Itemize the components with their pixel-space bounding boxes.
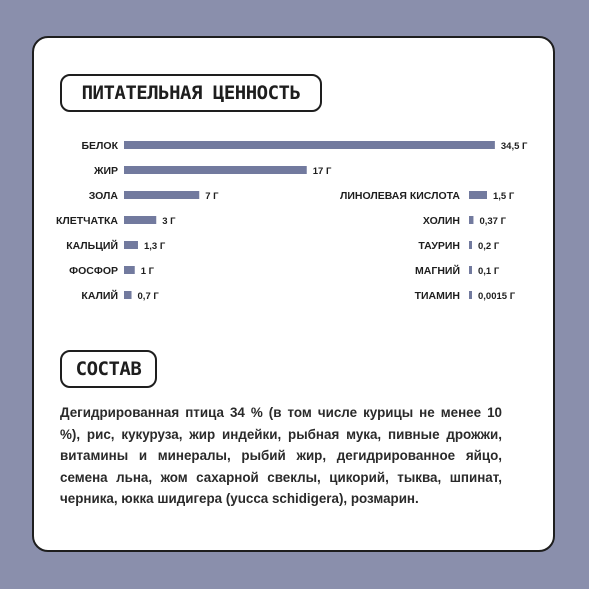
bar bbox=[124, 166, 307, 174]
composition-title: СОСТАВ bbox=[60, 350, 157, 388]
category-label: ТИАМИН bbox=[414, 290, 460, 302]
bar bbox=[124, 241, 138, 249]
value-label: 1 Г bbox=[140, 266, 155, 277]
category-label: ФОСФОР bbox=[69, 265, 118, 277]
value-label: 34,5 Г bbox=[500, 141, 528, 152]
value-label: 0,2 Г bbox=[478, 241, 500, 252]
category-label: БЕЛОК bbox=[81, 140, 118, 152]
value-label: 7 Г bbox=[205, 191, 219, 202]
value-label: 0,37 Г bbox=[479, 216, 506, 227]
nutrition-title: ПИТАТЕЛЬНАЯ ЦЕННОСТЬ bbox=[60, 74, 322, 112]
bar bbox=[124, 141, 495, 149]
bar bbox=[469, 291, 472, 299]
category-label: ЖИР bbox=[93, 165, 118, 177]
category-label: ЗОЛА bbox=[88, 190, 118, 202]
bar bbox=[124, 291, 132, 299]
value-label: 0,7 Г bbox=[137, 291, 159, 302]
category-label: ТАУРИН bbox=[418, 240, 460, 252]
category-label: ХОЛИН bbox=[422, 215, 460, 227]
bar bbox=[469, 191, 487, 199]
bar bbox=[124, 191, 199, 199]
value-label: 0,1 Г bbox=[478, 266, 500, 277]
category-label: МАГНИЙ bbox=[415, 265, 460, 277]
value-label: 3 Г bbox=[162, 216, 176, 227]
value-label: 17 Г bbox=[312, 166, 332, 177]
bar bbox=[469, 266, 472, 274]
category-label: КАЛЬЦИЙ bbox=[66, 240, 118, 252]
bar bbox=[124, 216, 156, 224]
composition-text: Дегидрированная птица 34 % (в том числе курицы не менее 10 %), рис, кукуруза, жир индейки, рыбная мука, пивные дрожжи, витамины и минералы, рыбий жир, дегидрированное яйцо, семена льна, жом сахарной свеклы, цикорий, тыква, шпинат, черника, юкка шидигера (yucca schidigera), розмарин. bbox=[60, 405, 502, 506]
bar bbox=[124, 266, 135, 274]
bar bbox=[469, 241, 472, 249]
bar bbox=[469, 216, 473, 224]
category-label: ЛИНОЛЕВАЯ КИСЛОТА bbox=[339, 190, 460, 202]
category-label: КЛЕТЧАТКА bbox=[55, 215, 118, 227]
value-label: 1,3 Г bbox=[143, 241, 166, 252]
value-label: 1,5 Г bbox=[493, 191, 515, 202]
value-label: 0,0015 Г bbox=[478, 291, 516, 302]
category-label: КАЛИЙ bbox=[81, 290, 118, 302]
